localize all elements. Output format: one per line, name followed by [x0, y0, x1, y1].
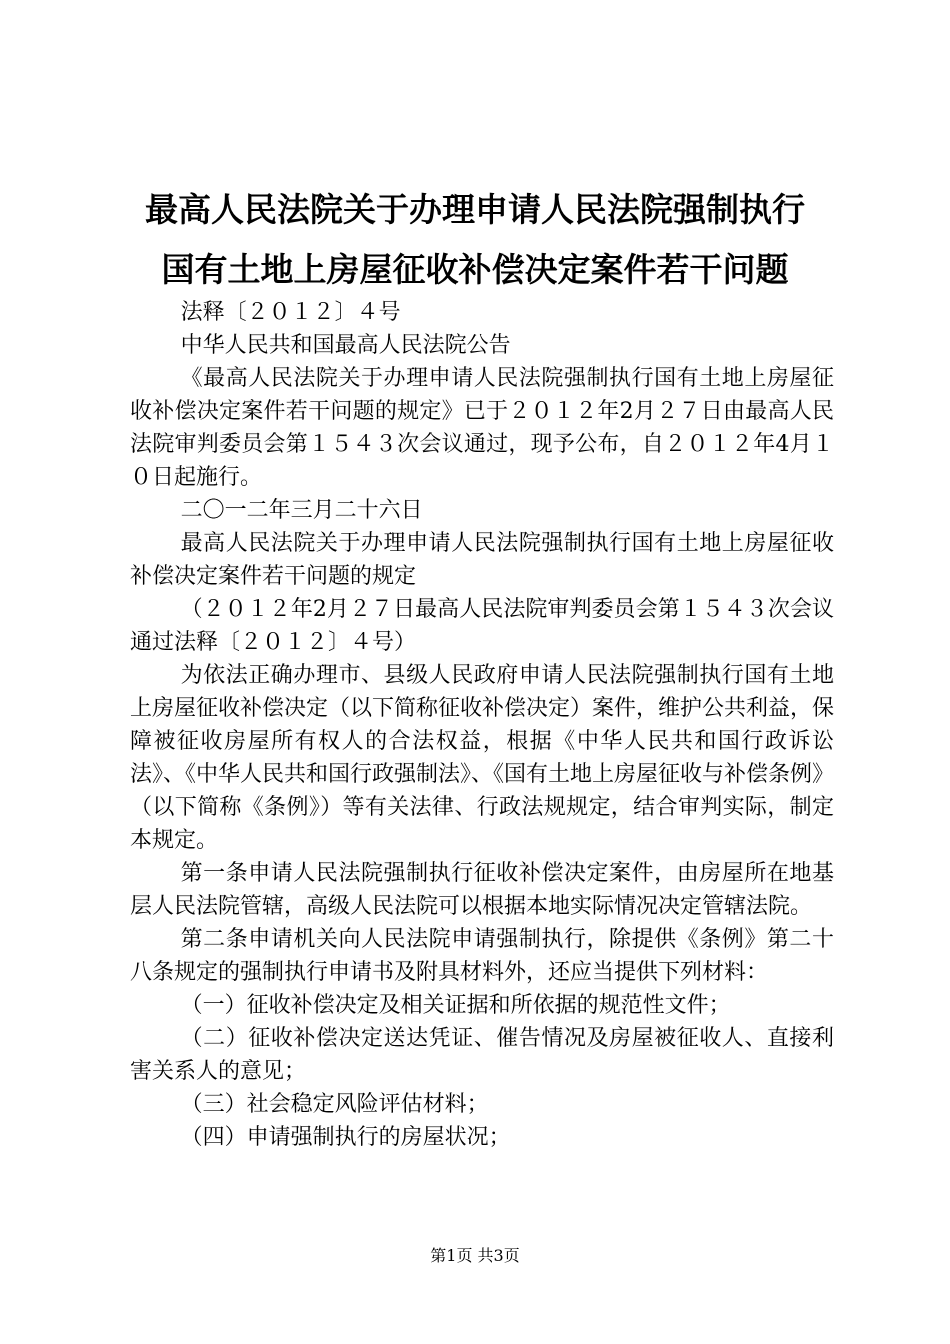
announcement-heading: 中华人民共和国最高人民法院公告: [180, 333, 511, 358]
document-title-line-2: 国有土地上房屋征收补偿决定案件若干问题: [161, 250, 789, 289]
announcement-text: 《最高人民法院关于办理申请人民法院强制执行国有土地上房屋征收补偿决定案件若干问题的规定》已于２０１２年2月２７日由最高人民法院审判委员会第１５４３次会议通过，现予公布，自２０１２年4月１０日起施行。: [130, 366, 834, 490]
document-title-line-1: 最高人民法院关于办理申请人民法院强制执行: [145, 190, 805, 229]
document-body: [130, 296, 834, 1154]
page-number-footer: 第1页 共3页: [430, 1246, 520, 1265]
article-2-item-4: （四）申请强制执行的房屋状况；: [180, 1125, 511, 1150]
announcement-date: 二〇一二年三月二十六日: [180, 498, 423, 523]
article-2-item-3: （三）社会稳定风险评估材料；: [180, 1092, 489, 1117]
document-number: 法释〔２０１２〕４号: [180, 300, 401, 325]
article-2: 第二条申请机关向人民法院申请强制执行，除提供《条例》第二十八条规定的强制执行申请书及附具材料外，还应当提供下列材料：: [130, 927, 834, 985]
article-1: 第一条申请人民法院强制执行征收补偿决定案件，由房屋所在地基层人民法院管辖，高级人民法院可以根据本地实际情况决定管辖法院。: [130, 861, 834, 919]
article-2-item-1: （一）征收补偿决定及相关证据和所依据的规范性文件；: [180, 993, 731, 1018]
regulation-title: 最高人民法院关于办理申请人民法院强制执行国有土地上房屋征收补偿决定案件若干问题的规定: [130, 531, 834, 589]
regulation-adoption-note: （２０１２年2月２７日最高人民法院审判委员会第１５４３次会议通过法释〔２０１２〕４号）: [130, 597, 834, 655]
regulation-preamble: 为依法正确办理市、县级人民政府申请人民法院强制执行国有土地上房屋征收补偿决定（以下简称征收补偿决定）案件，维护公共利益，保障被征收房屋所有权人的合法权益，根据《中华人民共和国行政诉讼法》、《中华人民共和国行政强制法》、《国有土地上房屋征收与补偿条例》（以下简称《条例》）等有关法律、行政法规规定，结合审判实际，制定本规定。: [130, 663, 835, 853]
article-2-item-2: （二）征收补偿决定送达凭证、催告情况及房屋被征收人、直接利害关系人的意见；: [130, 1026, 834, 1084]
